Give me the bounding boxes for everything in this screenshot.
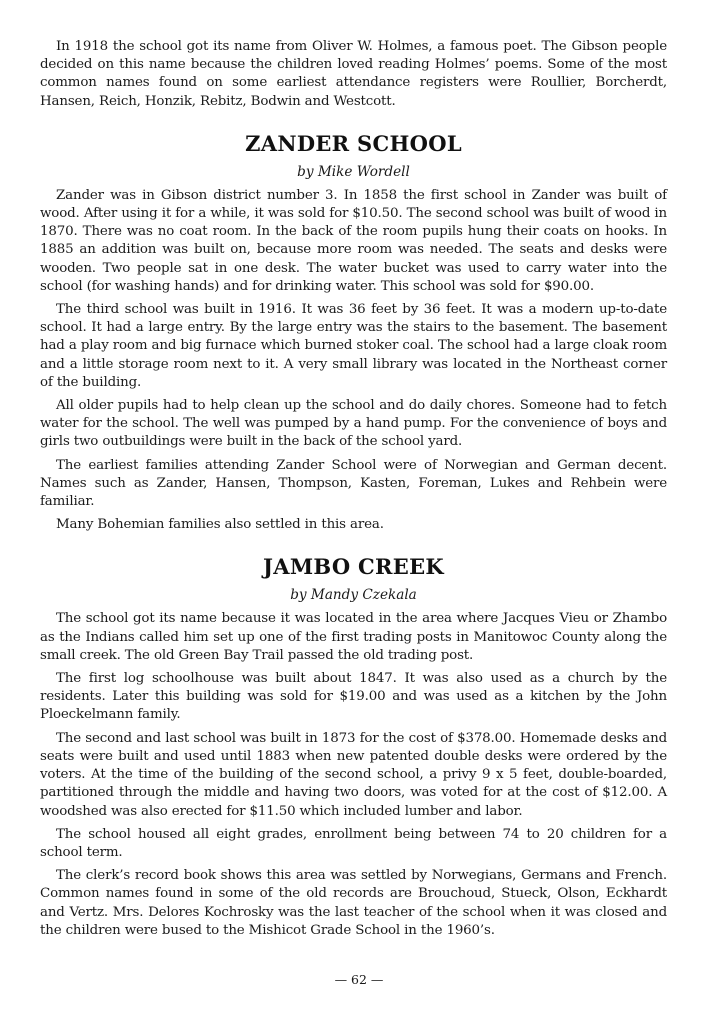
- body-paragraph: The clerk’s record book shows this area was settled by Norwegians, Germans and French. Common names found in some of the old records are Brouchoud, Stueck, Olson, Eckhardt and Vertz. Mrs. Delores Kochrosky was the last teacher of the school when it was closed and the children were bused to the Mishicot Grade School in the 1960’s.: [40, 868, 667, 938]
- document-page: [40, 38, 667, 945]
- body-paragraph: The earliest families attending Zander School were of Norwegian and German decent. Names such as Zander, Hansen, Thompson, Kasten, Foreman, Lukes and Rehbein were familiar.: [40, 457, 667, 510]
- body-paragraph: Many Bohemian families also settled in this area.: [56, 517, 384, 533]
- body-paragraph: The school got its name because it was located in the area where Jacques Vieu or Zhambo as the Indians called him set up one of the first trading posts in Manitowoc County along the small creek. The old Green Bay Trail passed the old trading post.: [40, 611, 667, 663]
- body-paragraph: The first log schoolhouse was built about 1847. It was also used as a church by the residents. Later this building was sold for $19.00 and was used as a kitchen by the John Ploeckelmann family.: [40, 671, 667, 723]
- section-title: ZANDER SCHOOL: [245, 130, 462, 156]
- section-jambo-creek: [40, 554, 667, 939]
- body-paragraph: Zander was in Gibson district number 3. In 1858 the first school in Zander was built of wood. After using it for a while, it was sold for $10.50. The second school was built of wood in 1870. There was no coat room. In the back of the room pupils hung their coats on hooks. In 1885 an addition was built on, because more room was needed. The seats and desks were wooden. Two people sat in one desk. The water bucket was used to carry water into the school (for washing hands) and for drinking water. This school was sold for $90.00.: [40, 187, 667, 294]
- body-paragraph: The second and last school was built in 1873 for the cost of $378.00. Homemade desks and seats were built and used until 1883 when new patented double desks were ordered by the voters. At the time of the building of the second school, a privy 9 x 5 feet, double-boarded, partitioned through the middle and having two doors, was voted for at the cost of $12.00. A woodshed was also erected for $11.50 which included lumber and labor.: [40, 730, 667, 819]
- page-number: — 62 —: [334, 972, 384, 987]
- byline: by Mike Wordell: [297, 163, 410, 180]
- section-title: JAMBO CREEK: [263, 554, 444, 580]
- section-zander-school: [40, 131, 667, 535]
- byline: by Mandy Czekala: [290, 587, 417, 604]
- intro-paragraph: In 1918 the school got its name from Oliver W. Holmes, a famous poet. The Gibson people decided on this name because the children loved reading Holmes’ poems. Some of the most common names found on some earliest attendance registers were Roullier, Borcherdt, Hansen, Reich, Honzik, Rebitz, Bodwin and Westcott.: [40, 39, 667, 109]
- body-paragraph: The school housed all eight grades, enrollment being between 74 to 20 children for a school term.: [40, 826, 667, 860]
- body-paragraph: All older pupils had to help clean up the school and do daily chores. Someone had to fetch water for the school. The well was pumped by a hand pump. For the convenience of boys and girls two outbuildings were built in the back of the school yard.: [40, 398, 667, 450]
- body-paragraph: The third school was built in 1916. It was 36 feet by 36 feet. It was a modern up-to-date school. It had a large entry. By the large entry was the stairs to the basement. The basement had a play room and big furnace which burned stoker coal. The school had a large cloak room and a little storage room next to it. A very small library was located in the Northeast corner of the building.: [40, 302, 667, 390]
